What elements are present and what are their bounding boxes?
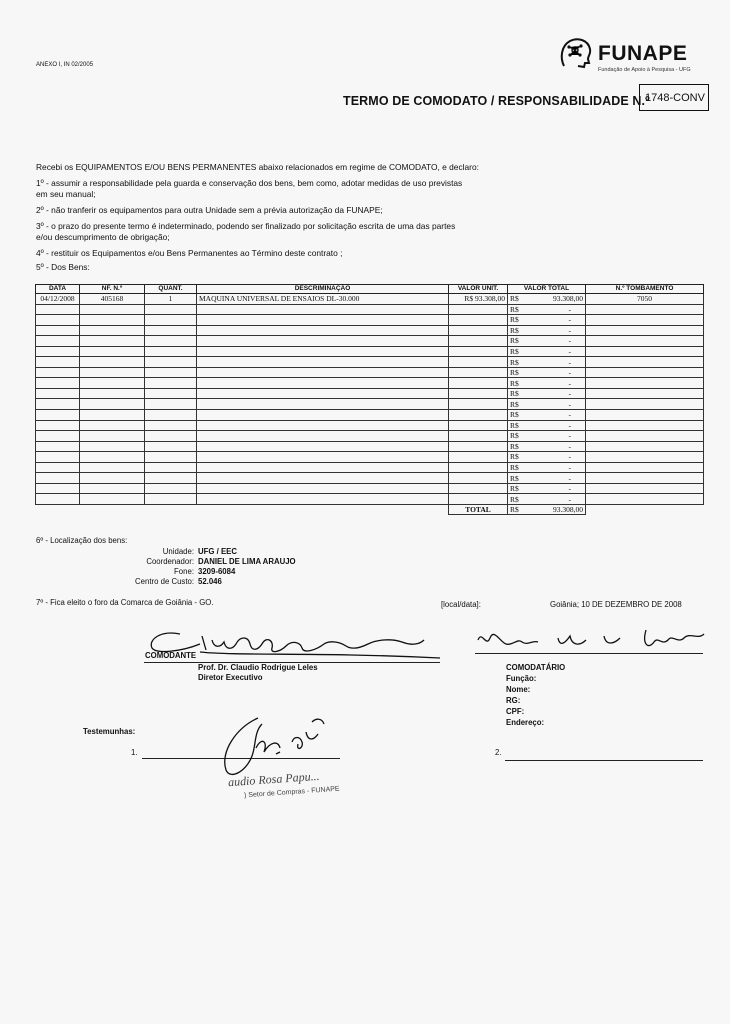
empty-cell <box>586 315 704 326</box>
currency-symbol: R$ <box>510 304 519 314</box>
empty-cell <box>36 304 80 315</box>
total-amount: - <box>568 431 571 441</box>
total-amount: - <box>568 325 571 335</box>
empty-cell <box>145 315 197 326</box>
header-tombamento: N.º TOMBAMENTO <box>586 285 704 294</box>
total-amount: - <box>568 378 571 388</box>
empty-cell <box>145 441 197 452</box>
empty-cell <box>145 304 197 315</box>
empty-cell <box>586 304 704 315</box>
header-unit-value: VALOR UNIT. <box>449 285 508 294</box>
term-number-box: 1748-CONV <box>639 84 709 111</box>
table-row <box>36 294 704 305</box>
funape-head-icon <box>558 36 594 70</box>
currency-symbol: R$ <box>510 368 519 378</box>
empty-cell <box>449 483 508 494</box>
currency-symbol: R$ <box>510 473 519 483</box>
cell-total-value <box>508 315 586 326</box>
empty-cell <box>36 388 80 399</box>
cell-tombamento: 7050 <box>586 294 704 305</box>
empty-cell <box>80 483 145 494</box>
empty-cell <box>197 431 449 442</box>
comodatario-cpf: CPF: <box>506 707 525 716</box>
currency-symbol: R$ <box>510 463 519 473</box>
empty-cell <box>586 367 704 378</box>
header-description: DESCRIMINAÇÃO <box>197 285 449 294</box>
empty-cell <box>449 325 508 336</box>
empty-cell <box>80 346 145 357</box>
blank-cell <box>36 504 80 515</box>
table-row <box>36 315 704 326</box>
comodante-name: Prof. Dr. Claudio Rodrigue Leles <box>198 663 318 672</box>
table-row <box>36 367 704 378</box>
currency-symbol: R$ <box>510 431 519 441</box>
cell-total-value <box>508 441 586 452</box>
empty-cell <box>197 367 449 378</box>
annex-reference: ANEXO I, IN 02/2005 <box>36 62 94 68</box>
coordinator-label: Coordenador: <box>146 557 194 566</box>
intro-lead: Recebi os EQUIPAMENTOS E/OU BENS PERMANENTES abaixo relacionados em regime de COMODATO, e declaro: <box>36 162 479 172</box>
currency-symbol: R$ <box>510 420 519 430</box>
table-row <box>36 388 704 399</box>
empty-cell <box>145 336 197 347</box>
empty-cell <box>36 357 80 368</box>
empty-cell <box>145 420 197 431</box>
currency-symbol: R$ <box>510 315 519 325</box>
coordinator-value: DANIEL DE LIMA ARAUJO <box>198 557 296 566</box>
cell-total-value <box>508 336 586 347</box>
grand-total-amount: 93.308,00 <box>553 505 583 515</box>
empty-cell <box>145 325 197 336</box>
witness-1-number: 1. <box>131 748 138 757</box>
empty-cell <box>197 399 449 410</box>
table-row <box>36 399 704 410</box>
empty-cell <box>36 399 80 410</box>
cell-total-value <box>508 452 586 463</box>
table-row <box>36 325 704 336</box>
empty-cell <box>449 441 508 452</box>
table-header-row <box>36 285 704 294</box>
total-label: TOTAL <box>449 504 508 515</box>
cell-unit-value: R$ 93.308,00 <box>449 294 508 305</box>
cell-total-value <box>508 378 586 389</box>
total-amount: - <box>568 494 571 504</box>
empty-cell <box>586 357 704 368</box>
currency-symbol: R$ <box>510 410 519 420</box>
currency-symbol: R$ <box>510 452 519 462</box>
witness-2-line <box>505 760 703 761</box>
currency-symbol: R$ <box>510 294 519 304</box>
clause-3b: e/ou descumprimento de obrigação; <box>36 232 170 242</box>
total-amount: - <box>568 410 571 420</box>
empty-cell <box>80 494 145 505</box>
empty-cell <box>449 452 508 463</box>
currency-symbol: R$ <box>510 441 519 451</box>
total-amount: - <box>568 399 571 409</box>
empty-cell <box>36 410 80 421</box>
empty-cell <box>197 325 449 336</box>
empty-cell <box>36 462 80 473</box>
empty-cell <box>586 336 704 347</box>
total-amount: - <box>568 484 571 494</box>
cell-total-value <box>508 399 586 410</box>
unit-label: Unidade: <box>162 547 194 556</box>
table-row <box>36 336 704 347</box>
empty-cell <box>197 346 449 357</box>
witness-stamp-role: ) Setor de Compras - FUNAPE <box>243 785 340 800</box>
comodatario-label: COMODATÁRIO <box>506 663 566 672</box>
empty-cell <box>145 483 197 494</box>
empty-cell <box>36 336 80 347</box>
empty-cell <box>449 431 508 442</box>
total-amount: - <box>568 420 571 430</box>
header-date: DATA <box>36 285 80 294</box>
empty-cell <box>80 325 145 336</box>
empty-cell <box>197 420 449 431</box>
currency-symbol: R$ <box>510 378 519 388</box>
cost-center-label: Centro de Custo: <box>135 577 194 586</box>
cell-total-value <box>508 462 586 473</box>
empty-cell <box>145 378 197 389</box>
header-nf: NF. N.º <box>80 285 145 294</box>
blank-cell <box>80 504 145 515</box>
empty-cell <box>145 410 197 421</box>
empty-cell <box>36 378 80 389</box>
empty-cell <box>80 462 145 473</box>
total-amount: - <box>568 368 571 378</box>
empty-cell <box>449 378 508 389</box>
empty-cell <box>80 304 145 315</box>
empty-cell <box>586 483 704 494</box>
empty-cell <box>145 431 197 442</box>
empty-cell <box>586 452 704 463</box>
comodatario-signature-line <box>475 653 703 654</box>
currency-symbol: R$ <box>510 494 519 504</box>
cell-total-value <box>508 420 586 431</box>
currency-symbol: R$ <box>510 389 519 399</box>
clause-5: 5º - Dos Bens: <box>36 262 90 272</box>
witness-stamp-name: audio Rosa Papu... <box>227 768 321 790</box>
total-amount: 93.308,00 <box>553 294 583 304</box>
empty-cell <box>449 357 508 368</box>
table-row <box>36 410 704 421</box>
empty-cell <box>197 494 449 505</box>
location-heading: 6º - Localização dos bens: <box>36 536 128 545</box>
cell-total-value <box>508 494 586 505</box>
witness-2-number: 2. <box>495 748 502 757</box>
table-row <box>36 346 704 357</box>
empty-cell <box>586 410 704 421</box>
currency-symbol: R$ <box>510 347 519 356</box>
empty-cell <box>449 346 508 357</box>
total-amount: - <box>568 441 571 451</box>
cell-total-value <box>508 357 586 368</box>
unit-value: UFG / EEC <box>198 547 237 556</box>
blank-cell <box>586 504 704 515</box>
empty-cell <box>145 388 197 399</box>
empty-cell <box>36 483 80 494</box>
empty-cell <box>197 441 449 452</box>
empty-cell <box>80 315 145 326</box>
empty-cell <box>145 399 197 410</box>
comodatario-nome: Nome: <box>506 685 531 694</box>
local-date-value: Goiânia; 10 DE DEZEMBRO DE 2008 <box>550 600 682 609</box>
empty-cell <box>145 346 197 357</box>
empty-cell <box>449 473 508 484</box>
logo-wordmark: FUNAPE <box>598 42 688 65</box>
empty-cell <box>449 462 508 473</box>
phone-label: Fone: <box>174 567 194 576</box>
clause-2: 2º - não tranferir os equipamentos para outra Unidade sem a prévia autorização da FUNAPE; <box>36 205 383 215</box>
clause-4: 4º - restituir os Equipamentos e/ou Bens Permanentes ao Término deste contrato ; <box>36 248 343 258</box>
cell-total-value <box>508 294 586 305</box>
cell-total-value <box>508 483 586 494</box>
header-qty: QUANT. <box>145 285 197 294</box>
empty-cell <box>36 367 80 378</box>
comodante-role: Diretor Executivo <box>198 673 263 682</box>
empty-cell <box>145 473 197 484</box>
empty-cell <box>80 441 145 452</box>
currency-symbol: R$ <box>510 325 519 335</box>
empty-cell <box>586 462 704 473</box>
empty-cell <box>586 494 704 505</box>
table-row <box>36 420 704 431</box>
empty-cell <box>449 410 508 421</box>
cell-total-value <box>508 473 586 484</box>
logo-subtitle: Fundação de Apoio à Pesquisa - UFG <box>598 67 691 73</box>
blank-cell <box>197 504 449 515</box>
table-row <box>36 494 704 505</box>
empty-cell <box>80 367 145 378</box>
table-row <box>36 441 704 452</box>
total-row <box>36 504 704 515</box>
forum-clause: 7º - Fica eleito o foro da Comarca de Goiânia - GO. <box>36 598 214 607</box>
empty-cell <box>145 462 197 473</box>
table-row <box>36 431 704 442</box>
grand-total <box>508 504 586 515</box>
empty-cell <box>449 420 508 431</box>
cell-total-value <box>508 367 586 378</box>
local-date-label: [local/data]: <box>441 600 481 609</box>
empty-cell <box>449 367 508 378</box>
cell-total-value <box>508 388 586 399</box>
empty-cell <box>197 462 449 473</box>
empty-cell <box>586 441 704 452</box>
table-row <box>36 304 704 315</box>
empty-cell <box>197 336 449 347</box>
empty-cell <box>145 494 197 505</box>
comodatario-rg: RG: <box>506 696 521 705</box>
table-row <box>36 473 704 484</box>
clause-1b: em seu manual; <box>36 189 96 199</box>
empty-cell <box>449 399 508 410</box>
empty-cell <box>80 357 145 368</box>
empty-cell <box>80 399 145 410</box>
total-amount: - <box>568 463 571 473</box>
cell-total-value <box>508 325 586 336</box>
empty-cell <box>197 473 449 484</box>
empty-cell <box>80 452 145 463</box>
empty-cell <box>197 452 449 463</box>
empty-cell <box>145 367 197 378</box>
comodante-label: COMODANTE <box>145 651 197 660</box>
empty-cell <box>36 431 80 442</box>
empty-cell <box>145 452 197 463</box>
empty-cell <box>36 473 80 484</box>
cell-date: 04/12/2008 <box>36 294 80 305</box>
empty-cell <box>145 357 197 368</box>
empty-cell <box>197 315 449 326</box>
empty-cell <box>586 420 704 431</box>
phone-value: 3209-6084 <box>198 567 236 576</box>
total-amount: - <box>568 315 571 325</box>
header-total-value: VALOR TOTAL <box>508 285 586 294</box>
empty-cell <box>449 315 508 326</box>
empty-cell <box>586 388 704 399</box>
total-amount: - <box>568 336 571 346</box>
empty-cell <box>36 315 80 326</box>
empty-cell <box>80 431 145 442</box>
cell-nf: 405168 <box>80 294 145 305</box>
cost-center-value: 52.046 <box>198 577 222 586</box>
empty-cell <box>586 399 704 410</box>
cell-description: MAQUINA UNIVERSAL DE ENSAIOS DL-30.000 <box>197 294 449 305</box>
currency-symbol: R$ <box>510 336 519 346</box>
items-table <box>35 284 704 515</box>
currency-symbol: R$ <box>510 357 519 367</box>
empty-cell <box>197 378 449 389</box>
empty-cell <box>80 378 145 389</box>
total-amount: - <box>568 304 571 314</box>
empty-cell <box>36 494 80 505</box>
witnesses-label: Testemunhas: <box>83 727 136 736</box>
currency-symbol: R$ <box>510 484 519 494</box>
document-title: TERMO DE COMODATO / RESPONSABILIDADE N.º <box>343 94 650 108</box>
empty-cell <box>449 336 508 347</box>
currency-symbol: R$ <box>510 505 519 515</box>
total-amount: - <box>568 473 571 483</box>
cell-qty: 1 <box>145 294 197 305</box>
empty-cell <box>197 304 449 315</box>
empty-cell <box>586 378 704 389</box>
empty-cell <box>36 420 80 431</box>
empty-cell <box>449 388 508 399</box>
declaration-text <box>36 162 596 273</box>
empty-cell <box>36 325 80 336</box>
table-row <box>36 483 704 494</box>
empty-cell <box>197 410 449 421</box>
table-row <box>36 378 704 389</box>
clause-3a: 3º - o prazo do presente termo é indeterminado, podendo ser finalizado por solicitação escrita de uma das partes <box>36 221 456 231</box>
empty-cell <box>80 473 145 484</box>
empty-cell <box>36 452 80 463</box>
empty-cell <box>197 483 449 494</box>
cell-total-value <box>508 431 586 442</box>
table-row <box>36 357 704 368</box>
total-amount: - <box>568 389 571 399</box>
cell-total-value <box>508 410 586 421</box>
empty-cell <box>586 431 704 442</box>
empty-cell <box>36 441 80 452</box>
total-amount: - <box>568 452 571 462</box>
cell-total-value <box>508 346 586 357</box>
comodatario-endereco: Endereço: <box>506 718 545 727</box>
clause-1a: 1º - assumir a responsabilidade pela guarda e conservação dos bens, bem como, adotar medidas de uso previstas <box>36 178 463 188</box>
empty-cell <box>586 473 704 484</box>
table-row <box>36 462 704 473</box>
empty-cell <box>449 494 508 505</box>
total-amount: - <box>568 357 571 367</box>
empty-cell <box>80 388 145 399</box>
empty-cell <box>80 420 145 431</box>
empty-cell <box>80 410 145 421</box>
cell-total-value <box>508 304 586 315</box>
empty-cell <box>80 336 145 347</box>
comodatario-signature <box>472 620 708 660</box>
funape-logo <box>558 36 708 76</box>
empty-cell <box>197 357 449 368</box>
empty-cell <box>449 304 508 315</box>
empty-cell <box>197 388 449 399</box>
total-amount: - <box>568 347 571 356</box>
comodatario-funcao: Função: <box>506 674 537 683</box>
blank-cell <box>145 504 197 515</box>
empty-cell <box>36 346 80 357</box>
table-row <box>36 452 704 463</box>
empty-cell <box>586 325 704 336</box>
empty-cell <box>586 346 704 357</box>
currency-symbol: R$ <box>510 399 519 409</box>
